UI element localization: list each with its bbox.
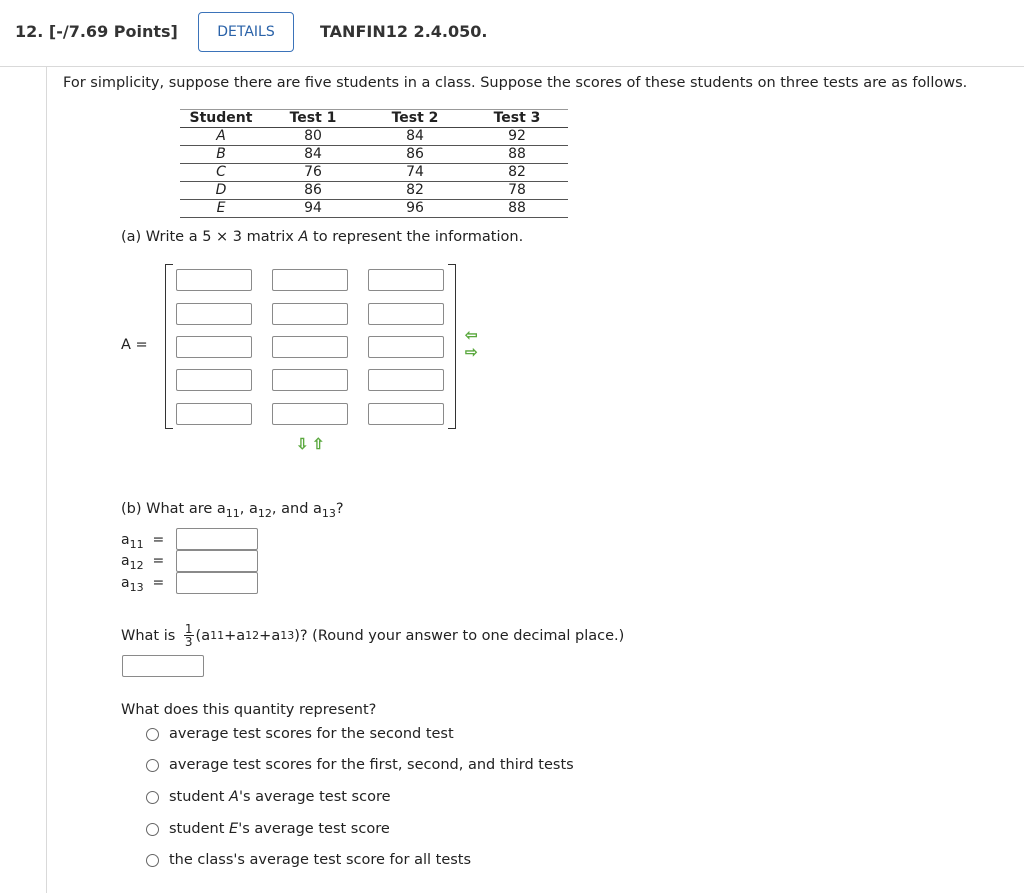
a-symbol: a — [313, 501, 322, 517]
table-row — [180, 182, 568, 200]
a11-subscript: 11 — [225, 506, 240, 520]
content-left-border — [46, 67, 47, 893]
table-row — [180, 128, 568, 146]
one-third-fraction — [184, 623, 194, 648]
option-label: average test scores for the first, second, and third tests — [169, 757, 574, 773]
score-cell: 88 — [466, 200, 568, 218]
question-mark: ? — [335, 501, 344, 517]
open-paren: ( — [195, 627, 202, 644]
matrix-left-bracket — [165, 264, 173, 429]
problem-prompt: For simplicity, suppose there are five students in a class. Suppose the scores of these students on three tests are as follows. — [63, 75, 968, 91]
a-symbol: a — [121, 532, 130, 548]
score-cell: 86 — [262, 182, 364, 200]
score-cell: 76 — [262, 164, 364, 182]
a13-answer-input[interactable] — [176, 572, 258, 594]
option-label-pre: student — [169, 821, 230, 837]
student-cell: A — [180, 128, 262, 146]
option-label-post: 's average test score — [238, 821, 390, 837]
score-cell: 80 — [262, 128, 364, 146]
score-cell: 86 — [364, 146, 466, 164]
score-cell: 78 — [466, 182, 568, 200]
option-label — [169, 789, 391, 805]
matrix-cell-r5-c3[interactable] — [368, 403, 444, 425]
a-symbol: a — [236, 627, 246, 644]
score-cell: 96 — [364, 200, 466, 218]
option-class-average[interactable] — [146, 852, 471, 868]
matrix-cell-r4-c3[interactable] — [368, 369, 444, 391]
part-a-prefix: (a) Write a 5 × 3 matrix — [121, 229, 299, 245]
option-label-post: 's average test score — [238, 789, 391, 805]
add-column-arrow-icon[interactable]: ⇨ — [465, 344, 478, 361]
plus-sign: + — [259, 627, 272, 644]
radio-button[interactable] — [146, 728, 159, 741]
column-resize-controls — [462, 328, 484, 362]
matrix-cell-r5-c1[interactable] — [176, 403, 252, 425]
fraction-numerator: 1 — [184, 622, 193, 636]
option-label — [169, 821, 390, 837]
represent-question: What does this quantity represent? — [121, 702, 377, 718]
a12-subscript: 12 — [245, 629, 260, 642]
a11-subscript: 11 — [129, 537, 144, 551]
equals-sign: = — [152, 553, 165, 569]
part-a-var: A — [298, 229, 309, 245]
remove-column-arrow-icon[interactable]: ⇦ — [465, 327, 478, 344]
matrix-cell-r4-c2[interactable] — [272, 369, 348, 391]
score-cell: 92 — [466, 128, 568, 146]
score-cell: 82 — [364, 182, 466, 200]
option-student-a-average[interactable] — [146, 789, 391, 805]
header-test-1: Test 1 — [262, 110, 364, 128]
matrix-cell-r3-c1[interactable] — [176, 336, 252, 358]
comma: , — [239, 501, 250, 517]
a-symbol: a — [201, 627, 211, 644]
equals-sign: = — [152, 575, 165, 591]
and-text: , and — [271, 501, 314, 517]
option-all-tests-average[interactable] — [146, 757, 574, 773]
option-label: the class's average test score for all tests — [169, 852, 472, 868]
what-is-prefix: What is — [121, 627, 176, 644]
details-button[interactable]: DETAILS — [198, 12, 294, 52]
score-cell: 82 — [466, 164, 568, 182]
radio-button[interactable] — [146, 759, 159, 772]
matrix-cell-r2-c2[interactable] — [272, 303, 348, 325]
header-test-2: Test 2 — [364, 110, 466, 128]
matrix-label: A = — [121, 337, 148, 353]
header-test-3: Test 3 — [466, 110, 568, 128]
a12-subscript: 12 — [129, 558, 144, 572]
a11-subscript: 11 — [210, 629, 225, 642]
plus-sign: + — [224, 627, 237, 644]
scores-table-header-row — [180, 110, 568, 128]
student-cell: B — [180, 146, 262, 164]
a13-label — [121, 575, 164, 594]
a13-subscript: 13 — [129, 580, 144, 594]
matrix-cell-r1-c1[interactable] — [176, 269, 252, 291]
table-row — [180, 200, 568, 218]
a11-answer-input[interactable] — [176, 528, 258, 550]
option-label: average test scores for the second test — [169, 726, 454, 742]
score-cell: 88 — [466, 146, 568, 164]
matrix-cell-r4-c1[interactable] — [176, 369, 252, 391]
option-label-pre: student — [169, 789, 230, 805]
student-cell: E — [180, 200, 262, 218]
question-code: TANFIN12 2.4.050. — [320, 22, 488, 41]
a-symbol: a — [216, 501, 226, 517]
matrix-cell-r3-c3[interactable] — [368, 336, 444, 358]
matrix-cell-r2-c1[interactable] — [176, 303, 252, 325]
row-resize-controls — [296, 436, 328, 456]
radio-button[interactable] — [146, 854, 159, 867]
matrix-cell-r3-c2[interactable] — [272, 336, 348, 358]
option-second-test-average[interactable] — [146, 726, 454, 742]
a12-answer-input[interactable] — [176, 550, 258, 572]
matrix-right-bracket — [448, 264, 456, 429]
option-student-e-average[interactable] — [146, 821, 390, 837]
table-row — [180, 146, 568, 164]
part-b-prefix: (b) What are — [121, 501, 217, 517]
average-expression-prompt — [121, 623, 624, 648]
a-symbol: a — [121, 575, 130, 591]
score-cell: 84 — [364, 128, 466, 146]
question-number-points — [15, 22, 178, 41]
add-row-arrow-icon[interactable]: ⇩ — [296, 436, 309, 453]
table-row — [180, 164, 568, 182]
part-a-suffix: to represent the information. — [308, 229, 524, 245]
fraction-denominator: 3 — [184, 635, 193, 649]
a12-label — [121, 553, 164, 572]
a13-subscript: 13 — [280, 629, 295, 642]
radio-button[interactable] — [146, 791, 159, 804]
matrix-cell-r1-c3[interactable] — [368, 269, 444, 291]
score-cell: 84 — [262, 146, 364, 164]
equals-sign: = — [152, 532, 165, 548]
matrix-cell-r5-c2[interactable] — [272, 403, 348, 425]
option-label-var: E — [229, 821, 239, 837]
question-number: 12. — [15, 22, 44, 41]
header-student: Student — [180, 110, 262, 128]
student-cell: C — [180, 164, 262, 182]
average-answer-input[interactable] — [122, 655, 204, 677]
a11-label — [121, 532, 164, 551]
a-symbol: a — [249, 501, 258, 517]
question-points: [-/7.69 Points] — [48, 22, 178, 41]
matrix-cell-r1-c2[interactable] — [272, 269, 348, 291]
part-a-prompt — [121, 229, 523, 245]
a-symbol: a — [121, 553, 130, 569]
what-is-suffix: )? (Round your answer to one decimal place.) — [294, 627, 625, 644]
a12-subscript: 12 — [257, 506, 272, 520]
remove-row-arrow-icon[interactable]: ⇧ — [312, 436, 325, 453]
question-header — [0, 0, 1024, 67]
scores-table — [180, 109, 568, 218]
student-cell: D — [180, 182, 262, 200]
score-cell: 94 — [262, 200, 364, 218]
matrix-cell-r2-c3[interactable] — [368, 303, 444, 325]
part-b-prompt — [121, 501, 344, 520]
a-symbol: a — [271, 627, 281, 644]
radio-button[interactable] — [146, 823, 159, 836]
option-label-var: A — [229, 789, 239, 805]
a13-subscript: 13 — [321, 506, 336, 520]
score-cell: 74 — [364, 164, 466, 182]
